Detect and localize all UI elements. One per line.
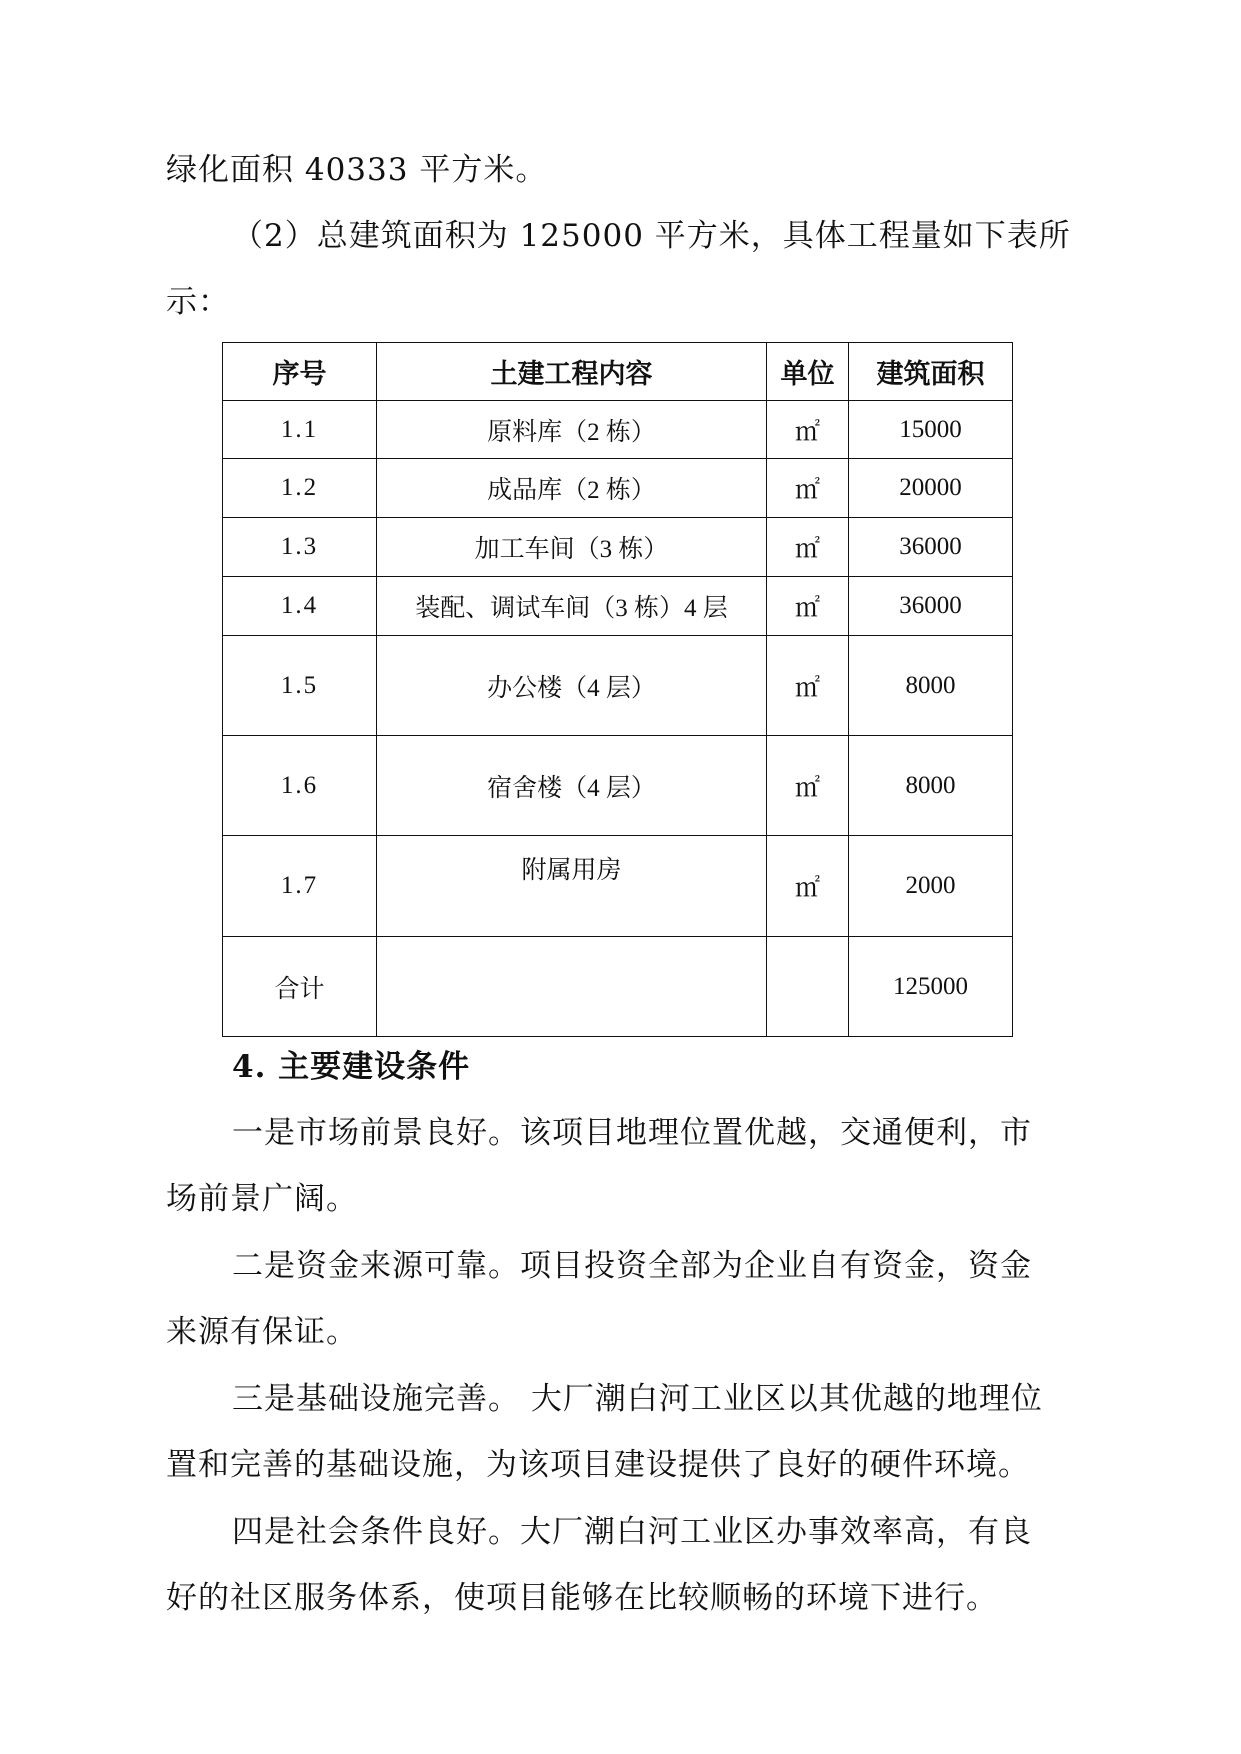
table-cell: 1.7 [223,836,377,937]
header-cell: 土建工程内容 [377,343,767,401]
table-row [223,736,1013,836]
table-cell: 附属用房 [377,836,767,937]
table-row [223,577,1013,636]
table-cell: 办公楼（4 层） [377,636,767,736]
table-row [223,518,1013,577]
table-cell: ㎡ [767,836,849,937]
construction-table [222,342,1013,1037]
table-cell: 15000 [849,401,1013,459]
table-cell: 125000 [849,937,1013,1037]
table-row [223,459,1013,518]
table-cell: ㎡ [767,736,849,836]
table-cell: 装配、调试车间（3 栋）4 层 [377,577,767,636]
table-total-row [223,937,1013,1037]
paragraph-line: （2）总建筑面积为 125000 平方米，具体工程量如下表所 [232,218,1071,254]
table-header-row [223,343,1013,401]
table-cell: ㎡ [767,577,849,636]
table-row [223,836,1013,937]
table-cell: 宿舍楼（4 层） [377,736,767,836]
table-cell: ㎡ [767,636,849,736]
header-cell: 单位 [767,343,849,401]
table-cell: ㎡ [767,459,849,518]
table-cell: 加工车间（3 栋） [377,518,767,577]
table-cell: 1.6 [223,736,377,836]
paragraph-line: 来源有保证。 [166,1314,358,1350]
table-cell: 36000 [849,577,1013,636]
header-cell: 序号 [223,343,377,401]
table-cell: 8000 [849,636,1013,736]
paragraph-line: 一是市场前景良好。该项目地理位置优越，交通便利，市 [232,1115,1032,1151]
table-cell: 1.3 [223,518,377,577]
paragraph-line: 示： [166,284,230,320]
table-cell [767,937,849,1037]
table-cell: 20000 [849,459,1013,518]
table-cell: 1.5 [223,636,377,736]
table-cell: 8000 [849,736,1013,836]
paragraph-line: 置和完善的基础设施，为该项目建设提供了良好的硬件环境。 [166,1447,1030,1483]
table-cell: 2000 [849,836,1013,937]
table-cell: 1.2 [223,459,377,518]
paragraph-line: 四是社会条件良好。大厂潮白河工业区办事效率高，有良 [232,1514,1032,1550]
table-cell: 合计 [223,937,377,1037]
paragraph-line: 好的社区服务体系，使项目能够在比较顺畅的环境下进行。 [166,1580,998,1616]
table-row [223,401,1013,459]
paragraph-line: 三是基础设施完善。 大厂潮白河工业区以其优越的地理位 [232,1381,1043,1417]
table-cell: 原料库（2 栋） [377,401,767,459]
table-cell: 36000 [849,518,1013,577]
header-cell: 建筑面积 [849,343,1013,401]
paragraph-line: 二是资金来源可靠。项目投资全部为企业自有资金，资金 [232,1248,1032,1284]
table-cell: ㎡ [767,518,849,577]
section-heading: 4. 主要建设条件 [232,1049,471,1085]
paragraph-line: 场前景广阔。 [166,1181,358,1217]
paragraph-line: 绿化面积 40333 平方米。 [166,152,548,188]
table-cell: 1.1 [223,401,377,459]
table-row [223,636,1013,736]
table-cell: ㎡ [767,401,849,459]
table-cell: 成品库（2 栋） [377,459,767,518]
table-cell: 1.4 [223,577,377,636]
table-cell [377,937,767,1037]
